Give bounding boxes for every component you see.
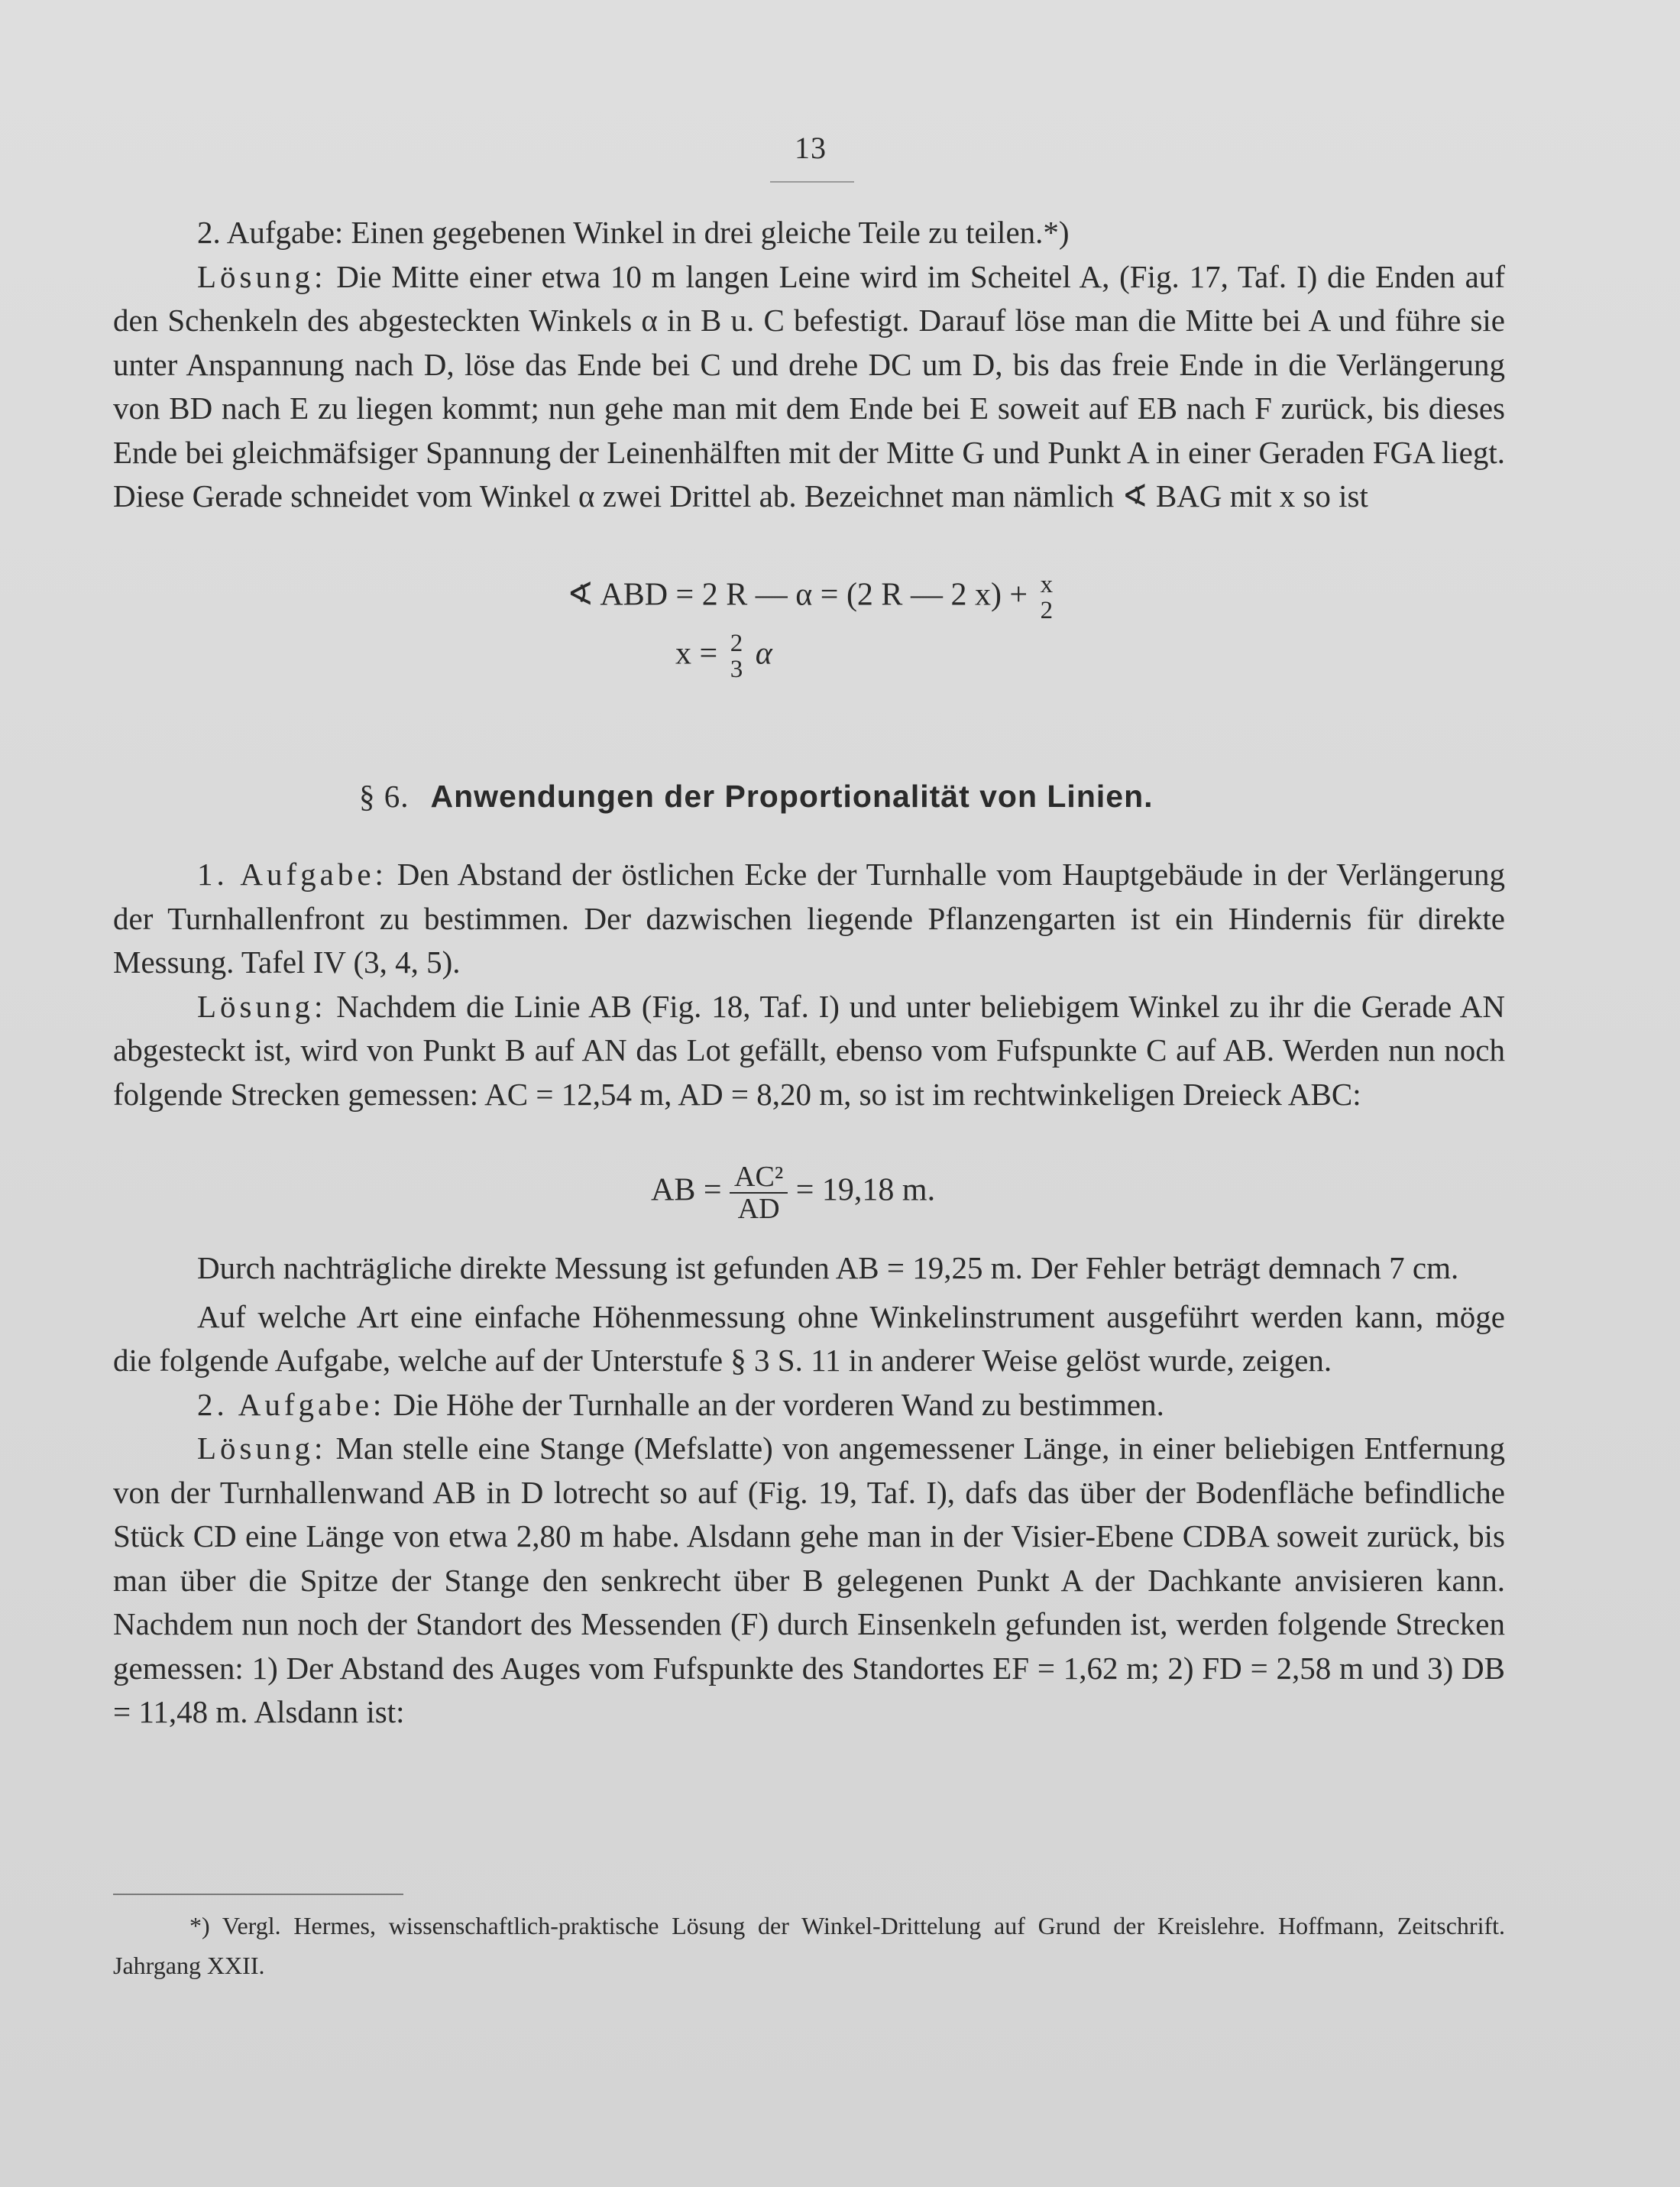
fraction-numerator: AC² [730, 1162, 788, 1194]
section-symbol: § 6. [359, 779, 409, 814]
formula-ab-lhs: AB = [651, 1172, 722, 1208]
solution-text: Die Mitte einer etwa 10 m langen Leine wird im Scheitel A, (Fig. 17, Taf. I) die Enden auf den Schenkeln des abgesteckten Winkels α in B u. C befestigt. Darauf löse man die Mitte bei A und führe sie unter Anspannung nach D, löse das Ende bei C und drehe DC um D, bis das freie Ende in die Verlängerung von BD nach E zu liegen kommt; nun gehe man mit dem Ende bei E soweit auf EB nach F zurück, bis dieses Ende bei gleichmäfsiger Spannung der Leinenhälften mit der Mitte G und Punkt A in einer Geraden FGA liegt. Diese Gerade schneidet vom Winkel α zwei Drittel ab. Bezeichnet man nämlich ∢ BAG mit x so ist [113, 258, 1505, 514]
fraction-numerator: 2 [730, 630, 743, 657]
formula-angle-abd-lhs: ∢ ABD = 2 R — α = (2 R — 2 x) + [567, 577, 1028, 613]
solution-label: Lösung: [197, 258, 327, 294]
task-1-label: 1. Aufgabe: [197, 857, 387, 892]
solution-paragraph-1 [113, 255, 1505, 519]
formula-ab [651, 1162, 935, 1224]
fraction-denominator: 3 [730, 656, 743, 683]
task-2b-paragraph [113, 1383, 1505, 1427]
lower-text-block [113, 1246, 1505, 1735]
solution-label: Lösung: [197, 988, 327, 1024]
height-intro-paragraph: Auf welche Art eine einfache Höhenmessung ohne Winkelinstrument ausgeführt werden kann, möge die folgende Aufgabe, welche auf der Unterstufe § 3 S. 11 in anderer Weise gelöst wurde, zeigen. [113, 1298, 1505, 1378]
measurement-result-paragraph: Durch nachträgliche direkte Messung ist gefunden AB = 19,25 m. Der Fehler beträgt demnach 7 cm. [197, 1250, 1459, 1285]
section-title: Anwendungen der Proportionalität von Linien. [430, 779, 1154, 814]
fraction-denominator: 2 [1040, 597, 1054, 624]
formula-x-lhs: x = [675, 636, 718, 672]
section-heading [359, 778, 1154, 815]
formula-angle-abd [567, 572, 1057, 624]
formula-x [675, 630, 772, 682]
formula-ab-fraction [730, 1162, 788, 1224]
fraction-denominator: AD [737, 1193, 780, 1225]
solution-text: Man stelle eine Stange (Mefslatte) von angemessener Länge, in einer beliebigen Entfernung von der Turnhallenwand AB in D lotrecht so auf (Fig. 19, Taf. I), dafs das über der Bodenfläche befindliche Stück CD eine Länge von etwa 2,80 m habe. Alsdann gehe man in der Visier-Ebene CDBA soweit zurück, bis man über die Spitze der Stange den senkrecht über B gelegenen Punkt A der Dachkante anvisieren kann. Nachdem nun noch der Standort des Messenden (F) durch Einsenkeln gefunden ist, werden folgende Strecken gemessen: 1) Der Abstand des Auges vom Fufspunkte des Standortes EF = 1,62 m; 2) FD = 2,58 m und 3) DB = 11,48 m. Alsdann ist: [113, 1430, 1505, 1729]
top-text-block [113, 211, 1505, 519]
task-1-text: Den Abstand der östlichen Ecke der Turnhalle vom Hauptgebäude in der Verlängerung der Turnhallenfront zu bestimmen. Der dazwischen liegende Pflanzengarten ist ein Hindernis für direkte Messung. Tafel IV (3, 4, 5). [113, 857, 1505, 980]
formula-x-fraction [726, 630, 748, 682]
footnote-text: *) Vergl. Hermes, wissenschaftlich-praktische Lösung der Winkel-Drittelung auf Grund der Kreislehre. Hoffmann, Zeitschrift. Jahrgang XXII. [113, 1912, 1505, 1979]
page-number-rule [770, 181, 854, 183]
footnote [113, 1906, 1505, 1985]
solution-label: Lösung: [197, 1430, 327, 1466]
task-2b-label: 2. Aufgabe: [197, 1386, 386, 1422]
footnote-rule [113, 1894, 403, 1895]
solution-paragraph-3 [113, 1427, 1505, 1735]
page-number: 13 [795, 131, 827, 165]
middle-text-block [113, 853, 1505, 1116]
solution-text: Nachdem die Linie AB (Fig. 18, Taf. I) und unter beliebigem Winkel zu ihr die Gerade AN abgesteckt ist, wird von Punkt B auf AN das Lot gefällt, ebenso vom Fufspunkte C auf AB. Werden nun noch folgende Strecken gemessen: AC = 12,54 m, AD = 8,20 m, so ist im rechtwinkeligen Dreieck ABC: [113, 988, 1505, 1112]
task-1-paragraph [113, 853, 1505, 985]
solution-paragraph-2 [113, 985, 1505, 1117]
task-2b-text: Die Höhe der Turnhalle an der vorderen Wand zu bestimmen. [385, 1386, 1164, 1422]
formula-x-rhs: α [755, 636, 772, 672]
formula-ab-rhs: = 19,18 m. [795, 1172, 936, 1208]
fraction-numerator: x [1040, 571, 1054, 598]
task-2-heading: 2. Aufgabe: Einen gegebenen Winkel in drei gleiche Teile zu teilen.*) [197, 215, 1070, 250]
formula-angle-abd-fraction [1036, 572, 1058, 624]
